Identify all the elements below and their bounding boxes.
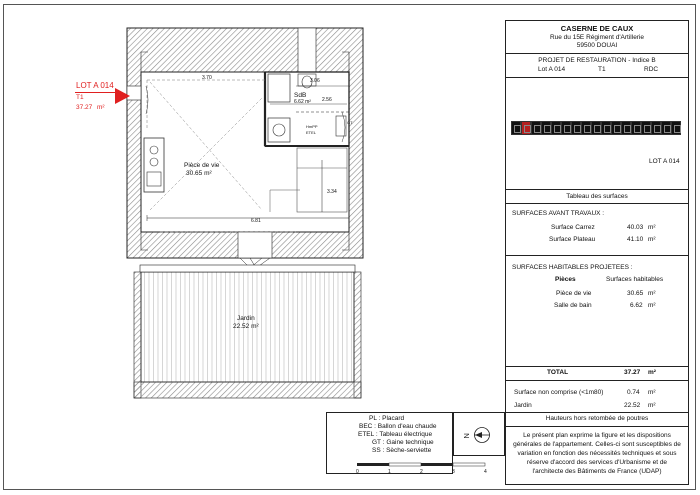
lot-thumbnail[interactable] (561, 121, 571, 135)
project-title: PROJET DE RESTAURATION - Indice B (538, 57, 656, 64)
disclaimer-line: Le présent plan exprime la figure et les dispositions (523, 432, 671, 439)
scale-tick-label: 1 (388, 469, 391, 475)
lot-thumbnail[interactable] (651, 121, 661, 135)
label-gt: GT (347, 120, 353, 125)
total-unit: m² (648, 369, 656, 376)
surface-row-value: 41.10 (627, 236, 644, 243)
scale-tick-label: 0 (356, 469, 359, 475)
surfaces-table-title: Tableau des surfaces (566, 193, 628, 200)
room-row-value: 30.65 (627, 290, 644, 297)
scale-tick-label: 3 (452, 469, 455, 475)
surface-row-label: Surface Carrez (551, 224, 595, 231)
header-title: CASERNE DE CAUX (560, 24, 634, 33)
total-value: 37.27 (624, 369, 641, 376)
project-level: RDC (644, 66, 659, 73)
surface-row-label: Surface Plateau (549, 236, 596, 243)
scale-tick-label: 4 (484, 469, 487, 475)
disclaimer-line: l'architecte des Bâtiments de France (UDAP) (532, 468, 662, 475)
room-area-living: 30.65 m² (186, 170, 212, 177)
legend-item: BEC : Ballon d'eau chaude (359, 423, 437, 430)
thumbnails-caption: LOT A 014 (649, 158, 680, 165)
lot-thumbnail[interactable] (511, 121, 521, 135)
dimension-label: 2.56 (322, 97, 332, 103)
room-row-unit: m² (648, 302, 656, 309)
surfaces-projected-title: SURFACES HABITABLES PROJETEES : (512, 264, 633, 271)
door-bottom (238, 232, 272, 258)
lot-thumbnail[interactable] (571, 121, 581, 135)
garden-label: Jardin (514, 402, 532, 409)
room-row-label: Pièce de vie (556, 290, 592, 297)
disclaimer-line: réserve d'accord des services d'Urbanisme et de (526, 459, 668, 466)
lot-tag-unit: m² (97, 104, 105, 111)
surfaces-before-title: SURFACES AVANT TRAVAUX : (512, 210, 605, 217)
room-row-label: Salle de bain (554, 302, 592, 309)
project-lot: Lot A 014 (538, 66, 566, 73)
compass-north-label: N (461, 433, 471, 439)
surface-row-unit: m² (648, 224, 656, 231)
dimension-label: 3.06 (310, 78, 320, 84)
legend-item: SS : Sèche-serviette (372, 447, 432, 454)
dimension-label: 3.70 (202, 75, 212, 81)
total-label: TOTAL (547, 369, 569, 376)
scale-bar (356, 462, 492, 470)
beams-note: Hauteurs hors retombée de poutres (545, 415, 649, 422)
garden-unit: m² (648, 402, 656, 409)
lot-tag-type: T1 (76, 94, 84, 101)
lot-thumbnail[interactable] (671, 121, 681, 135)
lot-thumbnail[interactable] (581, 121, 591, 135)
col-header-surfaces: Surfaces habitables (606, 276, 664, 283)
legend-item: PL : Placard (369, 415, 405, 422)
non-included-value: 0.74 (627, 389, 640, 396)
room-area-garden: 22.52 m² (233, 323, 259, 330)
room-row-value: 6.62 (630, 302, 643, 309)
non-included-unit: m² (648, 389, 656, 396)
lot-thumbnail[interactable] (551, 121, 561, 135)
room-name-bathroom: SdB (294, 92, 307, 99)
legend-item: GT : Gaine technique (372, 439, 434, 446)
legend-item: ETEL : Tableau électrique (358, 431, 433, 438)
lot-thumbnail[interactable] (591, 121, 601, 135)
room-name-living: Pièce de vie (184, 162, 220, 169)
label-hmpp: HmPP (306, 124, 318, 129)
surface-row-unit: m² (648, 236, 656, 243)
dimension-label: 6.81 (251, 218, 261, 224)
lot-tag-label: LOT A 014 (76, 81, 114, 90)
room-area-bathroom: 6.62 m² (294, 99, 311, 105)
dimension-label: 3.34 (327, 189, 337, 195)
window-left (127, 86, 141, 100)
room-row-unit: m² (648, 290, 656, 297)
header-address-line2: 59500 DOUAI (576, 42, 618, 49)
window-top (298, 28, 316, 72)
lot-thumbnail-selected[interactable] (521, 121, 531, 135)
col-header-rooms: Pièces (555, 276, 576, 283)
lot-thumbnail[interactable] (621, 121, 631, 135)
header-address-line1: Rue du 15E Régiment d'Artillerie (549, 34, 645, 41)
surface-row-value: 40.03 (627, 224, 644, 231)
room-name-garden: Jardin (237, 315, 255, 322)
lot-thumbnail[interactable] (611, 121, 621, 135)
label-etel: ETEL (306, 130, 317, 135)
lot-thumbnail[interactable] (661, 121, 671, 135)
garden-value: 22.52 (624, 402, 641, 409)
compass-icon (472, 425, 492, 445)
lot-thumbnail[interactable] (641, 121, 651, 135)
non-included-label: Surface non comprise (<1m80) (514, 389, 604, 396)
lot-thumbnail[interactable] (531, 121, 541, 135)
project-type: T1 (598, 66, 606, 73)
lot-thumbnail[interactable] (541, 121, 551, 135)
disclaimer-line: variation en fonction des nécessités techniques et sous (517, 450, 677, 457)
disclaimer-line: générales de l'appartement. Celles-ci sont susceptibles de (513, 441, 681, 448)
lot-tag-area: 37.27 (76, 104, 93, 111)
scale-tick-label: 2 (420, 469, 423, 475)
lot-thumbnail[interactable] (601, 121, 611, 135)
lot-thumbnail[interactable] (631, 121, 641, 135)
